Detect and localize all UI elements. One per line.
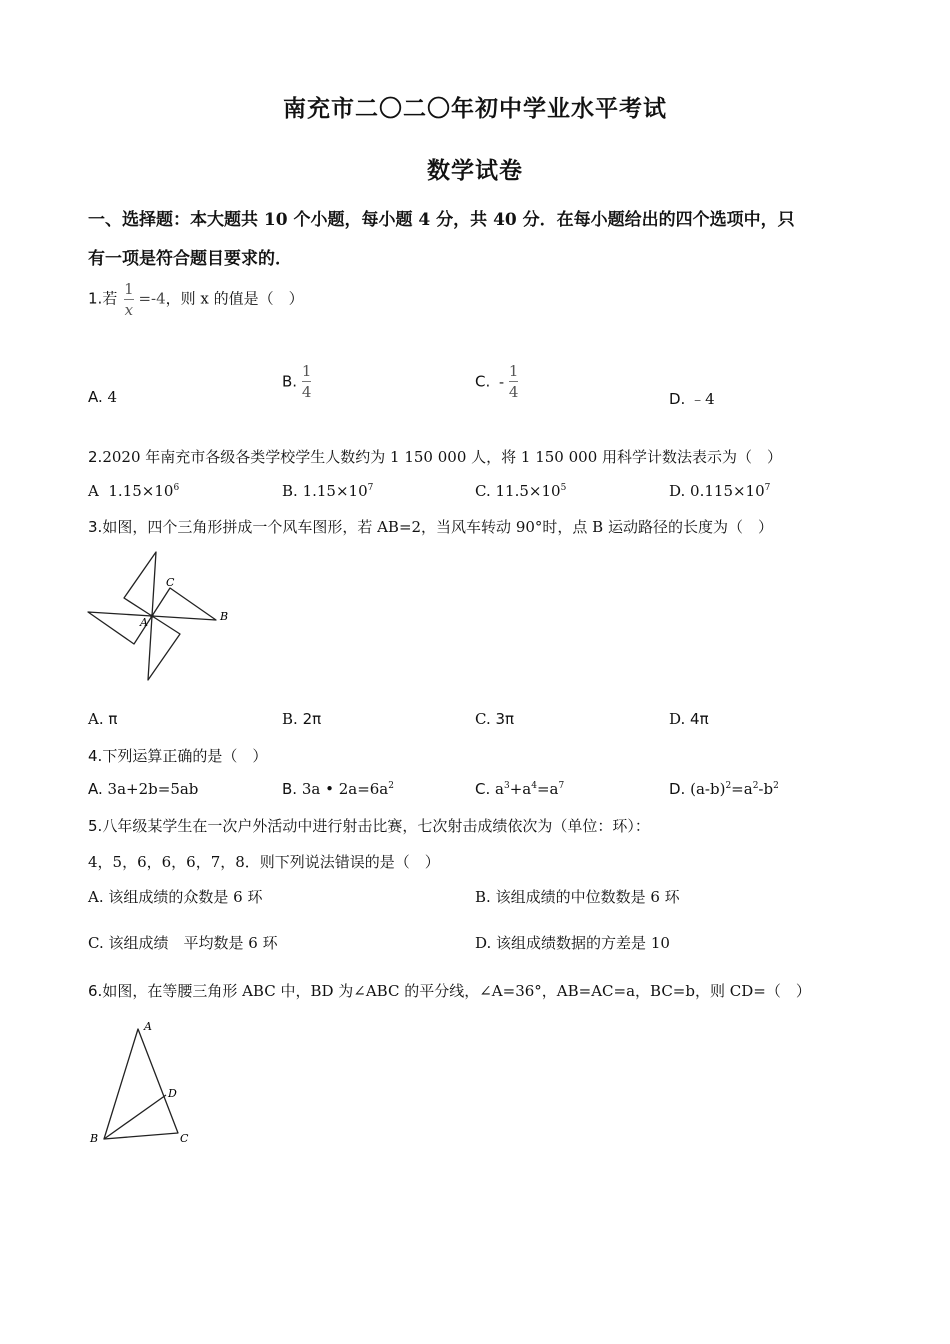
label-c: C bbox=[180, 1132, 189, 1145]
q5-option-b[interactable]: B. 该组成绩的中位数数是 6 环 bbox=[475, 888, 680, 906]
question-1: 1.若 $\frac{1}{x}$ =-4，则 x 的值是（ ） bbox=[88, 280, 304, 319]
question-number: 6. bbox=[88, 982, 103, 1000]
question-3: 3.如图，四个三角形拼成一个风车图形，若 AB=2，当风车转动 90°时，点 B 运动路径的长度为（ ） bbox=[88, 518, 773, 536]
question-number: 1. bbox=[88, 289, 103, 308]
q1-option-c[interactable]: C. - $\frac{1}{4}$ bbox=[475, 362, 519, 401]
fraction: $\frac{1}{4}$ bbox=[301, 362, 312, 401]
question-4: 4.下列运算正确的是（ ） bbox=[88, 747, 268, 765]
triangle-abc bbox=[104, 1029, 178, 1139]
question-5-data: 4，5，6，6，6，7，8．则下列说法错误的是（ ） bbox=[88, 853, 440, 871]
q4-option-a[interactable]: A. 3a+2b=5ab bbox=[88, 780, 199, 798]
q3-option-c[interactable]: C. 3π bbox=[475, 710, 515, 728]
exam-subtitle: 数学试卷 bbox=[427, 157, 523, 184]
q4-option-c[interactable]: C. $a^3+a^4=a^7$ bbox=[475, 780, 565, 798]
q3-option-d[interactable]: D. 4π bbox=[669, 710, 709, 728]
q2-option-b[interactable]: B. $1.15\times 10^7$ bbox=[282, 482, 374, 500]
exam-title: 南充市二〇二〇年初中学业水平考试 bbox=[283, 95, 667, 122]
label-b: B bbox=[220, 610, 229, 623]
question-5: 5.八年级某学生在一次户外活动中进行射击比赛，七次射击成绩依次为（单位：环）： bbox=[88, 817, 650, 835]
question-6: 6.如图，在等腰三角形 ABC 中，BD 为∠ABC 的平分线，∠A=36°，AB=AC=a，BC=b，则 CD=（ ） bbox=[88, 982, 811, 1000]
q4-option-d[interactable]: D. $(a-b)^2=a^2-b^2$ bbox=[669, 780, 779, 798]
fraction: $\frac{1}{4}$ bbox=[508, 362, 519, 401]
label-a: A bbox=[144, 1020, 152, 1033]
label-c: C bbox=[166, 576, 175, 589]
q2-option-c[interactable]: C. $11.5\times 10^5$ bbox=[475, 482, 567, 500]
windmill-blade-bottom bbox=[148, 616, 180, 680]
question-2: 2.2020 年南充市各级各类学校学生人数约为 1 150 000 人，将 1 150 000 用科学计数法表示为（ ） bbox=[88, 448, 783, 466]
q2-option-a[interactable]: A $1.15\times 10^6$ bbox=[88, 482, 180, 500]
q1-option-a[interactable]: A. 4 bbox=[88, 388, 118, 406]
label-b: B bbox=[90, 1132, 99, 1145]
question-number: 3. bbox=[88, 518, 103, 536]
q5-option-a[interactable]: A. 该组成绩的众数是 6 环 bbox=[88, 888, 263, 906]
q1-option-d[interactable]: D. ﹣4 bbox=[669, 390, 715, 408]
windmill-blade-top bbox=[124, 552, 156, 616]
q2-option-d[interactable]: D. $0.115\times 10^7$ bbox=[669, 482, 771, 500]
bisector-bd bbox=[104, 1095, 166, 1139]
label-d: D bbox=[168, 1087, 177, 1100]
q1-option-b[interactable]: B. $\frac{1}{4}$ bbox=[282, 362, 312, 401]
q3-option-b[interactable]: B. 2π bbox=[282, 710, 322, 728]
windmill-center-point bbox=[150, 614, 154, 618]
q4-option-b[interactable]: B. 3a • $2a=6a^2$ bbox=[282, 780, 394, 798]
triangle-figure bbox=[84, 1015, 204, 1150]
question-number: 4. bbox=[88, 747, 103, 765]
label-a: A bbox=[140, 616, 148, 629]
q3-option-a[interactable]: A. π bbox=[88, 710, 118, 728]
question-number: 5. bbox=[88, 817, 103, 835]
section-heading-line2: 有一项是符合题目要求的． bbox=[88, 249, 292, 269]
windmill-figure bbox=[84, 548, 234, 693]
fraction: $\frac{1}{x}$ bbox=[124, 280, 134, 319]
q5-option-c[interactable]: C. 该组成绩 平均数是 6 环 bbox=[88, 934, 278, 952]
windmill-blade-right bbox=[152, 588, 216, 620]
question-number: 2. bbox=[88, 448, 103, 466]
section-heading-line1: 一、选择题：本大题共 10 个小题，每小题 4 分，共 40 分．在每小题给出的四个选项中，只 bbox=[88, 210, 795, 230]
q5-option-d[interactable]: D. 该组成绩数据的方差是 10 bbox=[475, 934, 670, 952]
